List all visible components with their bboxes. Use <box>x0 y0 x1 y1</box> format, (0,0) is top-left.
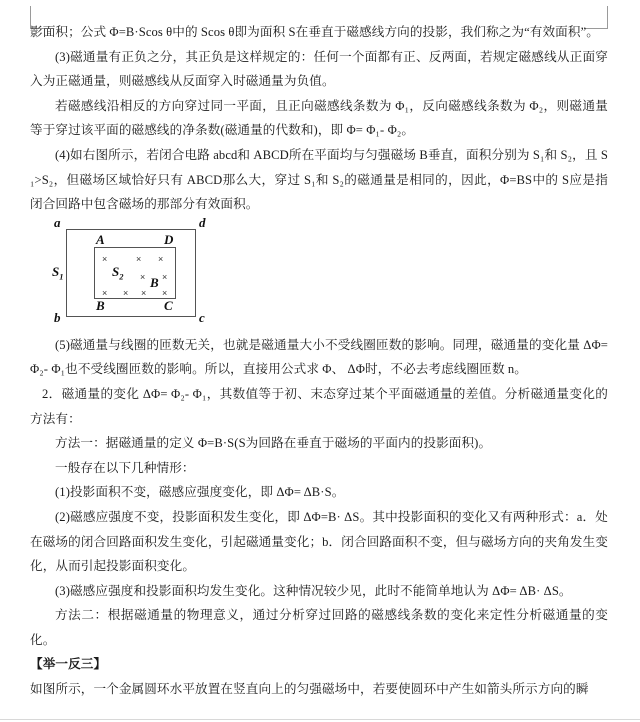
figure-label-B-field: B <box>150 274 159 290</box>
figure-label-b: b <box>54 309 61 325</box>
field-cross-icon: × <box>162 287 168 298</box>
figure-canvas <box>52 214 206 325</box>
figure-label-S2-subscript: 2 <box>119 271 124 282</box>
figure-label-S1-base: S <box>52 263 60 279</box>
paragraph-method-2: 方法二：根据磁通量的物理意义，通过分析穿过回路的磁感线条数的变化来定性分析磁通量的变化。 <box>30 608 608 647</box>
figure-magnetic-flux-loops <box>0 214 640 331</box>
figure-label-B-uppercase: B <box>96 297 105 313</box>
paragraph-net-lines: 若磁感线沿相反的方向穿过同一平面，且正向磁感线条数为 Φ₁，反向磁感线条数为 Φ₂，则磁通量等于穿过该平面的磁感线的净条数(磁通量的代数和)，即 Φ= Φ₁- Φ₂。 <box>30 98 608 138</box>
paragraph-item-3: (3)磁通量有正负之分，其正负是这样规定的：任何一个面都有正、反两面，若规定磁感线从正面穿入为正磁通量，则磁感线从反面穿入时磁通量为负值。 <box>30 49 608 89</box>
paragraph-item-4: (4)如右图所示，若闭合电路 abcd和 ABCD所在平面均与匀强磁场 B垂直，面积分别为 S₁和 S₂，且 S₁>S₂，但磁场区域恰好只有 ABCD那么大，穿过 S₁和 S₂的磁通量是相同的，因此，Φ=BS中的 S应是指闭合回路中包含磁场的那部分有效面积。 <box>30 147 608 212</box>
figure-label-c: c <box>199 309 205 325</box>
paragraph-flux-change: 2．磁通量的变化 ΔΦ= Φ₂- Φ₁，其数值等于初、末态穿过某个平面磁通量的差值。分析磁通量变化的方法有： <box>30 386 608 426</box>
paragraph-case-2: (2)磁感应强度不变，投影面积发生变化，即 ΔΦ=B· ΔS。其中投影面积的变化又有两种形式：a．处在磁场的闭合回路面积发生变化，引起磁通量变化；b．闭合回路面积不变，但与磁场方向的夹角发生变化，从而引起投影面积变化。 <box>30 509 608 574</box>
field-cross-icon: × <box>102 287 108 298</box>
figure-label-D-uppercase: D <box>164 231 174 247</box>
field-cross-icon: × <box>136 253 142 264</box>
paragraph-case-1: (1)投影面积不变，磁感应强度变化，即 ΔΦ= ΔB·S。 <box>55 485 345 500</box>
figure-label-S1-subscript: 1 <box>59 271 64 282</box>
field-cross-icon: × <box>123 287 129 298</box>
paragraph-item-5: (5)磁通量与线圈的匝数无关，也就是磁通量大小不受线圈匝数的影响。同理，磁通量的变化量 ΔΦ= Φ₂- Φ₁也不受线圈匝数的影响。所以，直接用公式求 Φ、 ΔΦ时，不必去考虑线圈匝数 n。 <box>30 337 608 377</box>
field-cross-icon: × <box>140 271 146 282</box>
figure-label-C-uppercase: C <box>164 297 173 313</box>
paragraph-case-3: (3)磁感应强度和投影面积均发生变化。这种情况较少见，此时不能简单地认为 ΔΦ= ΔB· ΔS。 <box>55 583 572 598</box>
field-cross-icon: × <box>162 271 168 282</box>
figure-label-S2-base: S <box>112 263 120 279</box>
figure-label-S2 <box>112 265 123 281</box>
paragraph-method-1: 方法一：据磁通量的定义 Φ=B·S(S为回路在垂直于磁场的平面内的投影面积)。 <box>55 436 492 451</box>
field-cross-icon: × <box>158 253 164 264</box>
figure-label-a: a <box>54 214 61 230</box>
field-cross-icon: × <box>102 253 108 264</box>
section-heading-juyifansan: 【举一反三】 <box>30 657 107 672</box>
figure-label-A-uppercase: A <box>96 231 105 247</box>
page-bottom-rule <box>0 719 640 720</box>
paragraph-example-problem: 如图所示，一个金属圆环水平放置在竖直向上的匀强磁场中，若要使圆环中产生如箭头所示方向的瞬 <box>30 682 589 697</box>
figure-label-d: d <box>199 214 206 230</box>
paragraph-general-cases: 一般存在以下几种情形： <box>55 460 195 475</box>
field-cross-icon: × <box>141 287 147 298</box>
figure-label-S1 <box>52 265 63 281</box>
paragraph-effective-area: 影面积；公式 Φ=B·Scos θ中的 Scos θ即为面积 S在垂直于磁感线方向的投影，我们称之为“有效面积”。 <box>30 25 599 39</box>
